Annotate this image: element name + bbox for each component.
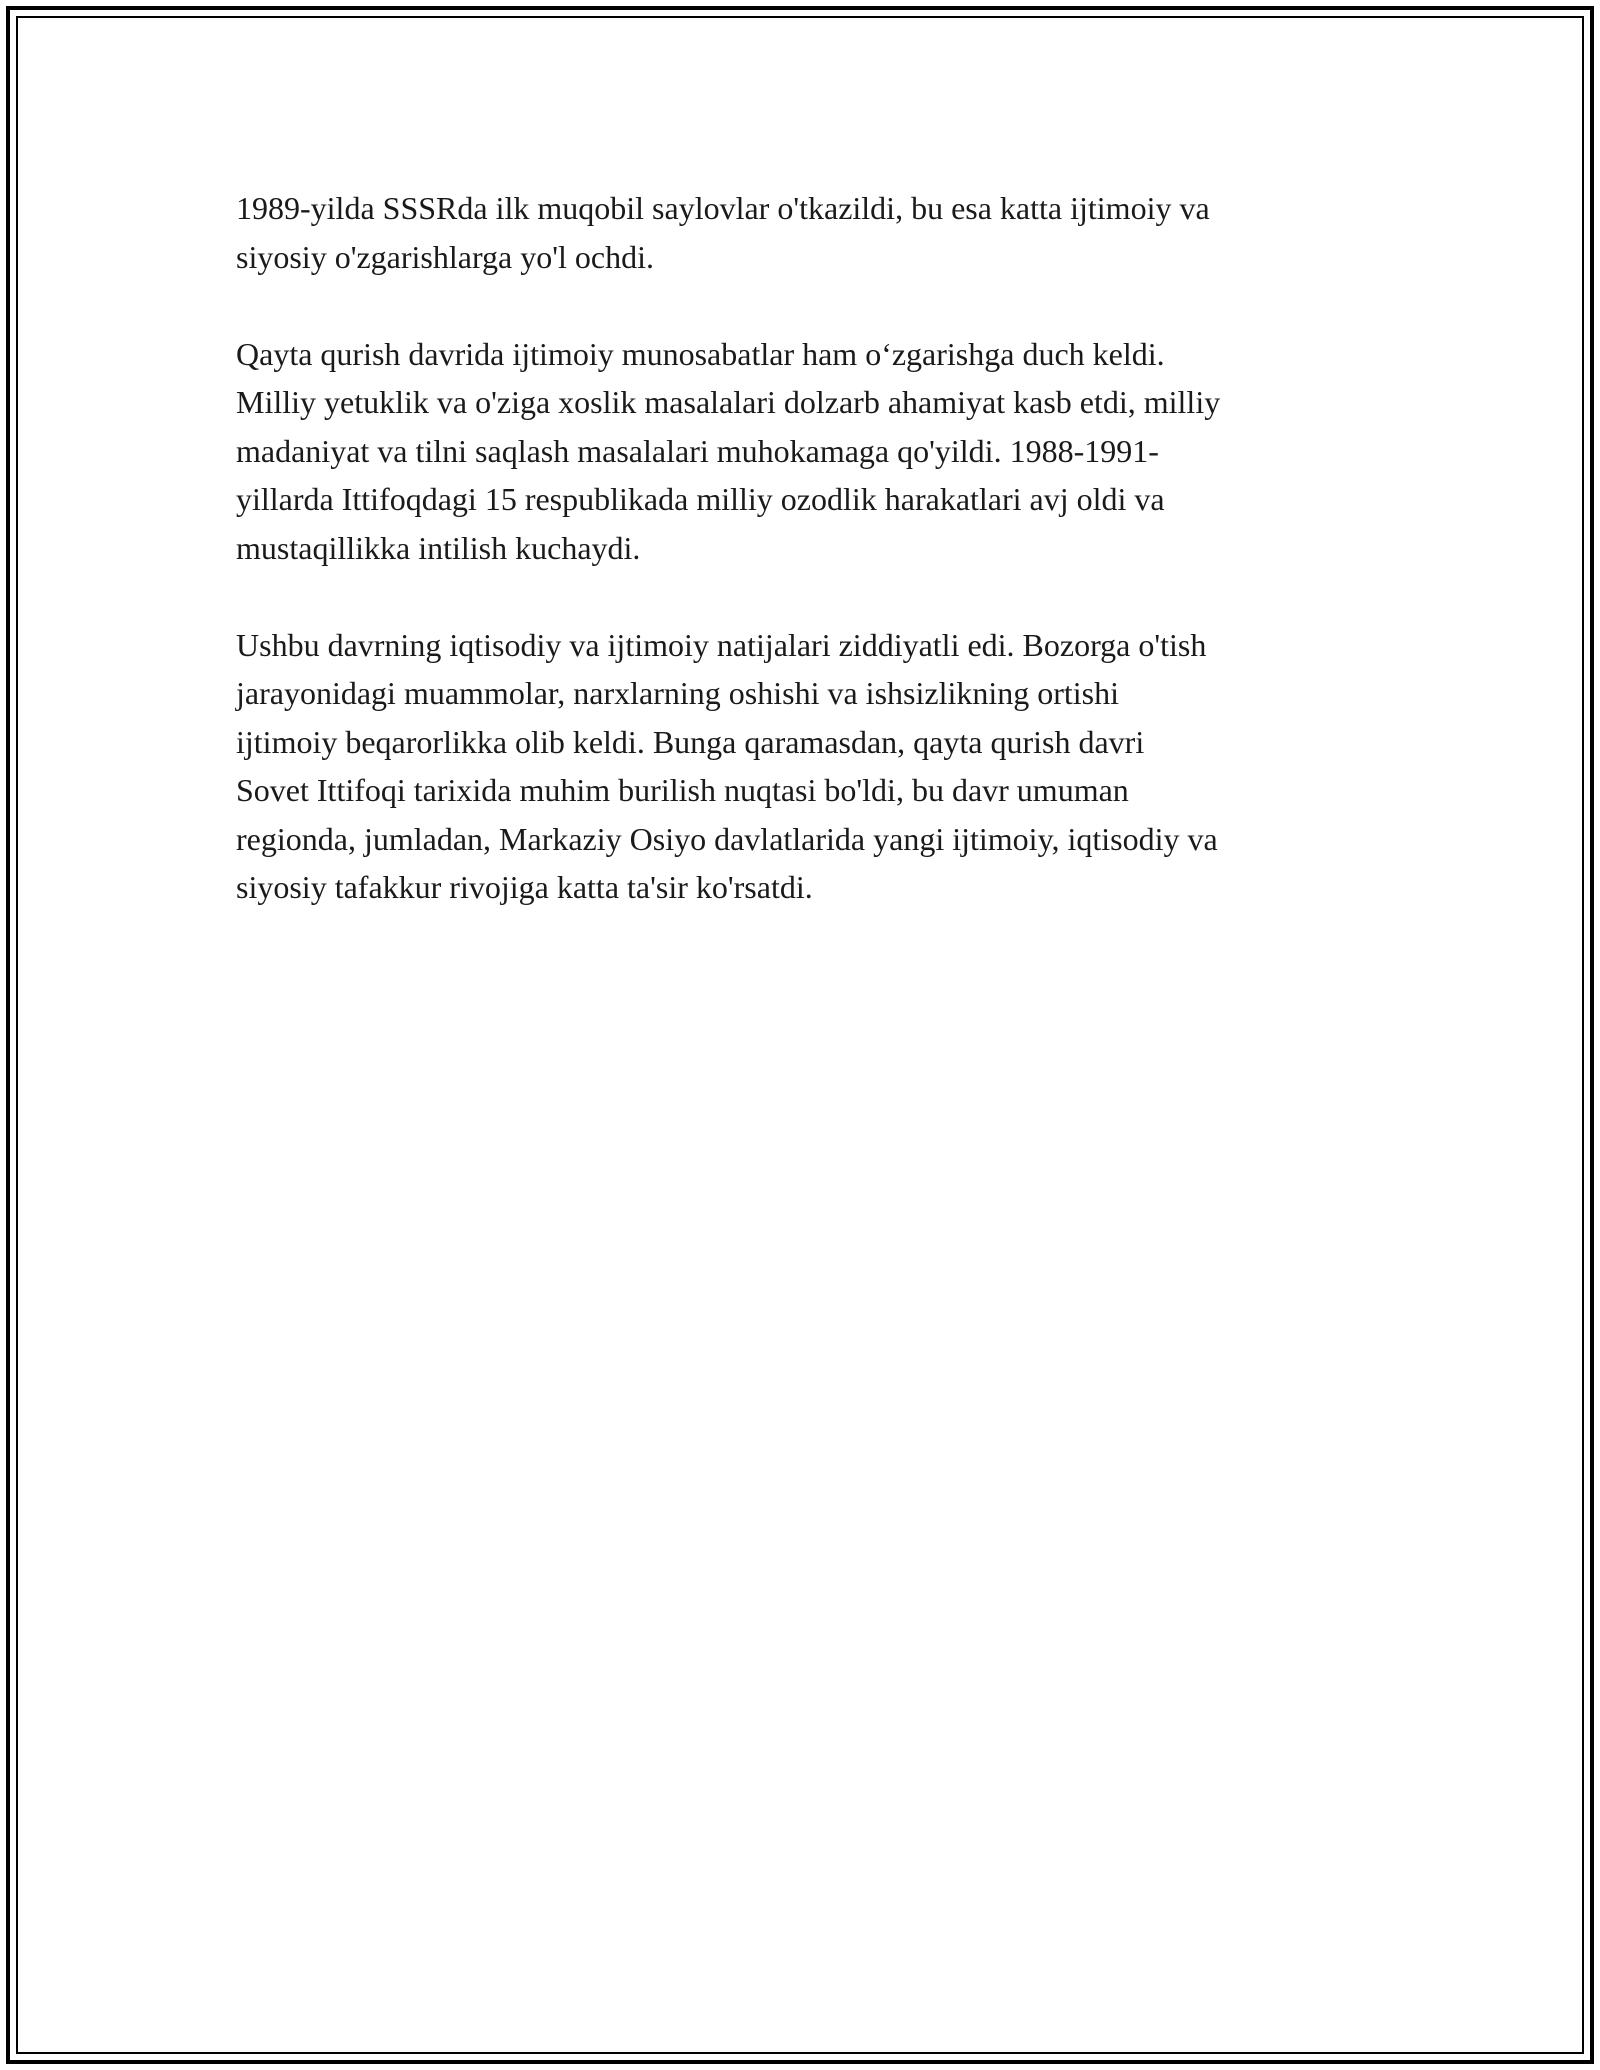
paragraph-1: 1989-yilda SSSRda ilk muqobil saylovlar o'tkazildi, bu esa katta ijtimoiy va siyosiy o'zgarishlarga yo'l ochdi. [236, 190, 1210, 275]
paragraph-3: Ushbu davrning iqtisodiy va ijtimoiy natijalari ziddiyatli edi. Bozorga o'tish jarayonidagi muammolar, narxlarning oshishi va ishsizlikning ortishi ijtimoiy beqarorlikka olib keldi. Bunga qaramasdan, qayta qurish davri Sovet Ittifoqi tarixida muhim burilish nuqtasi bo'ldi, bu davr umuman regionda, jumladan, Markaziy Osiyo davlatlarida yangi ijtimoiy, iqtisodiy va siyosiy tafakkur rivojiga katta ta'sir ko'rsatdi. [236, 626, 1218, 905]
paragraph-2: Qayta qurish davrida ijtimoiy munosabatlar ham o‘zgarishga duch keldi. Milliy yetuklik va o'ziga xoslik masalalari dolzarb ahamiyat kasb etdi, milliy madaniyat va tilni saqlash masalalari muhokamaga qo'yildi. 1988-1991- yillarda Ittifoqdagi 15 respublikada milliy ozodlik harakatlari avj oldi va mustaqillikka intilish kuchaydi. [236, 335, 1221, 566]
document-body [236, 184, 1386, 960]
